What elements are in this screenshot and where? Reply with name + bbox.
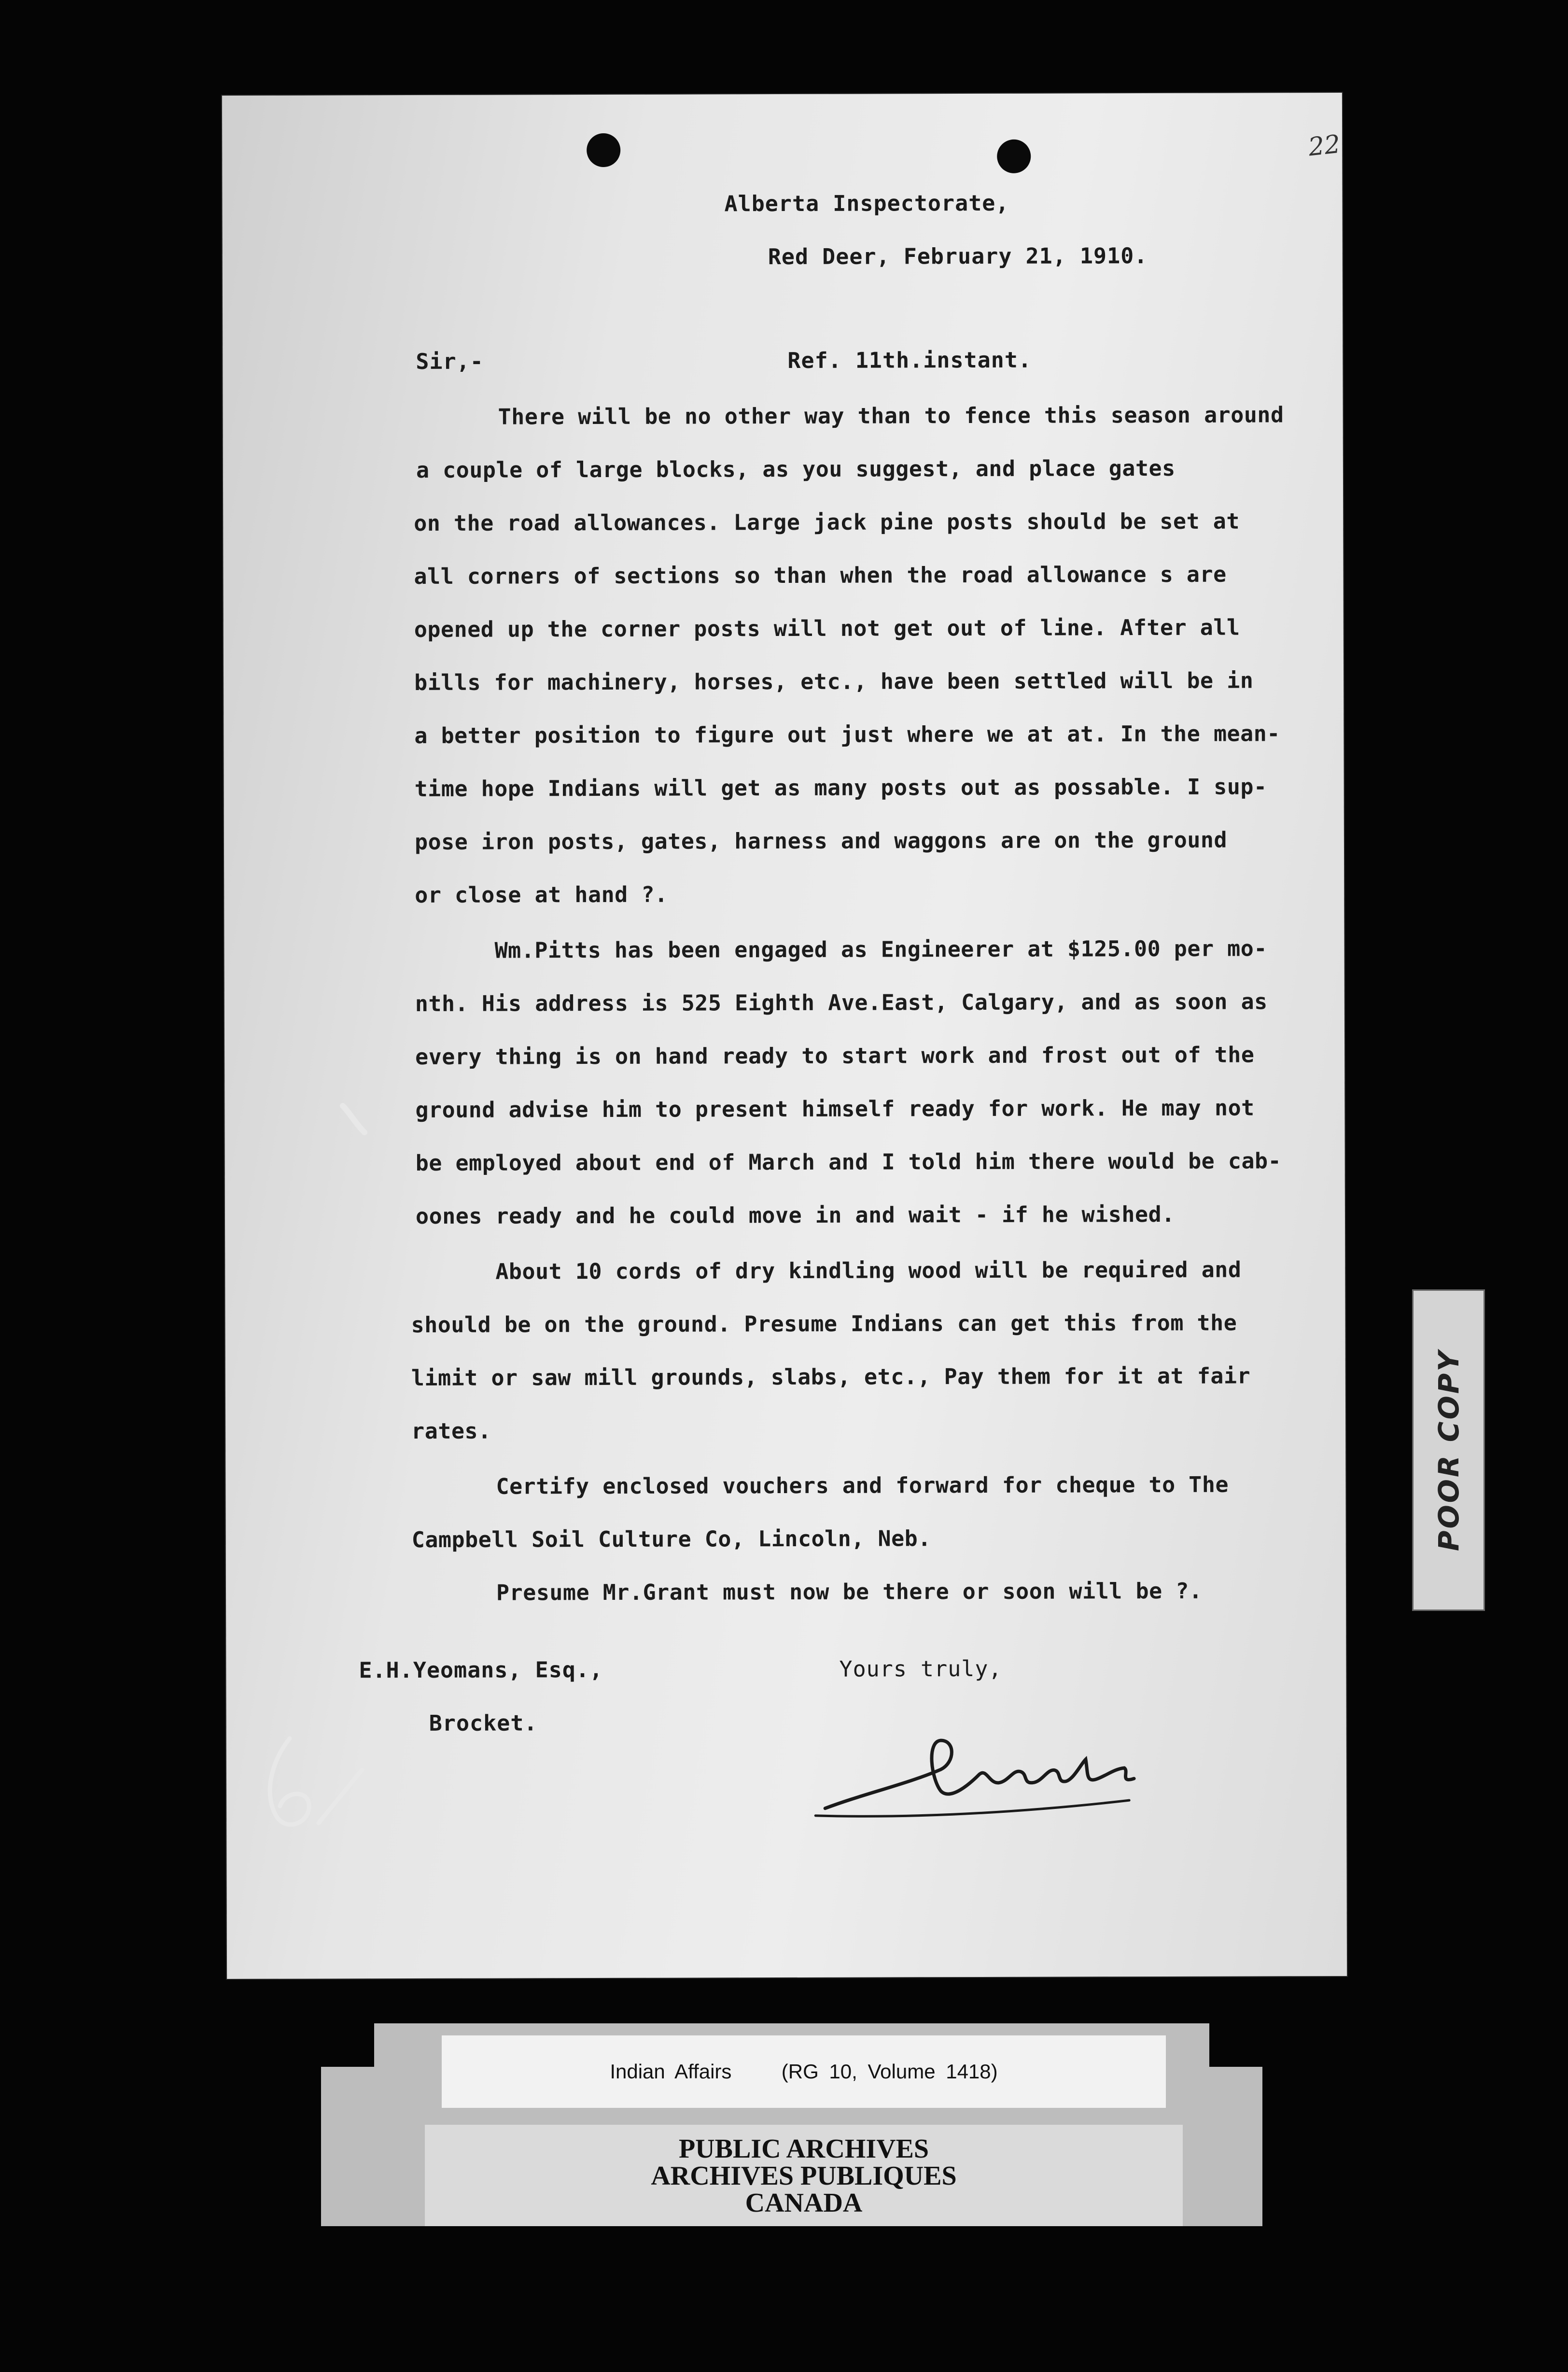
body-line: time hope Indians will get as many posts out as possable. I sup- [414,774,1267,802]
header-date: Red Deer, February 21, 1910. [768,243,1148,270]
body-line: There will be no other way than to fence this season around [498,402,1284,430]
body-line: or close at hand ?. [415,881,668,908]
body-line: About 10 cords of dry kindling wood will be required and [495,1257,1242,1285]
archive-stamp-line2: ARCHIVES PUBLIQUES [651,2161,957,2191]
body-line: ground advise him to present himself ready for work. He may not [415,1095,1255,1123]
body-line: all corners of sections so than when the road allowance s are [414,561,1227,590]
archive-stamp-line1: PUBLIC ARCHIVES [678,2134,929,2164]
margin-note-six [251,1724,377,1850]
addressee-name: E.H.Yeomans, Esq., [359,1656,603,1683]
poor-copy-text: POOR COPY [1432,1349,1465,1552]
body-line: oones ready and he could move in and wait - if he wished. [415,1201,1175,1229]
punch-hole-right [997,140,1031,173]
archive-stamp-text [425,2135,1183,2217]
body-line: rates. [411,1418,491,1444]
header-line-1: Alberta Inspectorate, [724,190,1009,217]
archive-stamp [425,2125,1183,2226]
body-line: Campbell Soil Culture Co, Lincoln, Neb. [411,1525,931,1553]
label-notch [1209,2023,1262,2067]
page-number: 22 [1307,129,1342,162]
signature-image [796,1711,1144,1837]
body-line: Wm.Pitts has been engaged as Engineerer at $125.00 per mo- [494,935,1267,963]
archive-source: Indian Affairs [610,2060,732,2083]
addressee-place: Brocket. [429,1710,538,1736]
salutation: Sir,- [416,348,484,374]
body-line: bills for machinery, horses, etc., have been settled will be in [414,667,1254,696]
body-line: Presume Mr.Grant must now be there or soon will be ?. [496,1578,1203,1606]
archive-reference-label [442,2035,1166,2108]
label-notch [321,2023,374,2067]
letter-page [222,93,1347,1979]
body-line: a couple of large blocks, as you suggest, and place gates [416,455,1176,483]
archive-volume: (RG 10, Volume 1418) [781,2060,998,2083]
body-line: limit or saw mill grounds, slabs, etc., Pay them for it at fair [411,1363,1251,1391]
archive-stamp-line3: CANADA [745,2188,863,2218]
body-line: be employed about end of March and I told him there would be cab- [415,1148,1282,1176]
body-line: on the road allowances. Large jack pine posts should be set at [414,508,1240,537]
body-line: pose iron posts, gates, harness and waggons are on the ground [414,827,1228,855]
body-line: should be on the ground. Presume Indians can get this from the [411,1310,1237,1338]
body-line: every thing is on hand ready to start work and frost out of the [415,1042,1255,1070]
body-line: opened up the corner posts will not get out of line. After all [414,614,1240,643]
closing: Yours truly, [839,1655,1002,1682]
body-line: a better position to figure out just where we at at. In the mean- [414,720,1280,749]
poor-copy-stamp [1412,1289,1485,1611]
punch-hole-left [587,133,620,167]
margin-tick-mark [338,1096,372,1140]
body-line: Certify enclosed vouchers and forward for cheque to The [496,1471,1229,1499]
reference-line: Ref. 11th.instant. [787,347,1032,373]
body-line: nth. His address is 525 Eighth Ave.East, Calgary, and as soon as [415,988,1268,1017]
archive-reference-text [442,2035,1166,2108]
